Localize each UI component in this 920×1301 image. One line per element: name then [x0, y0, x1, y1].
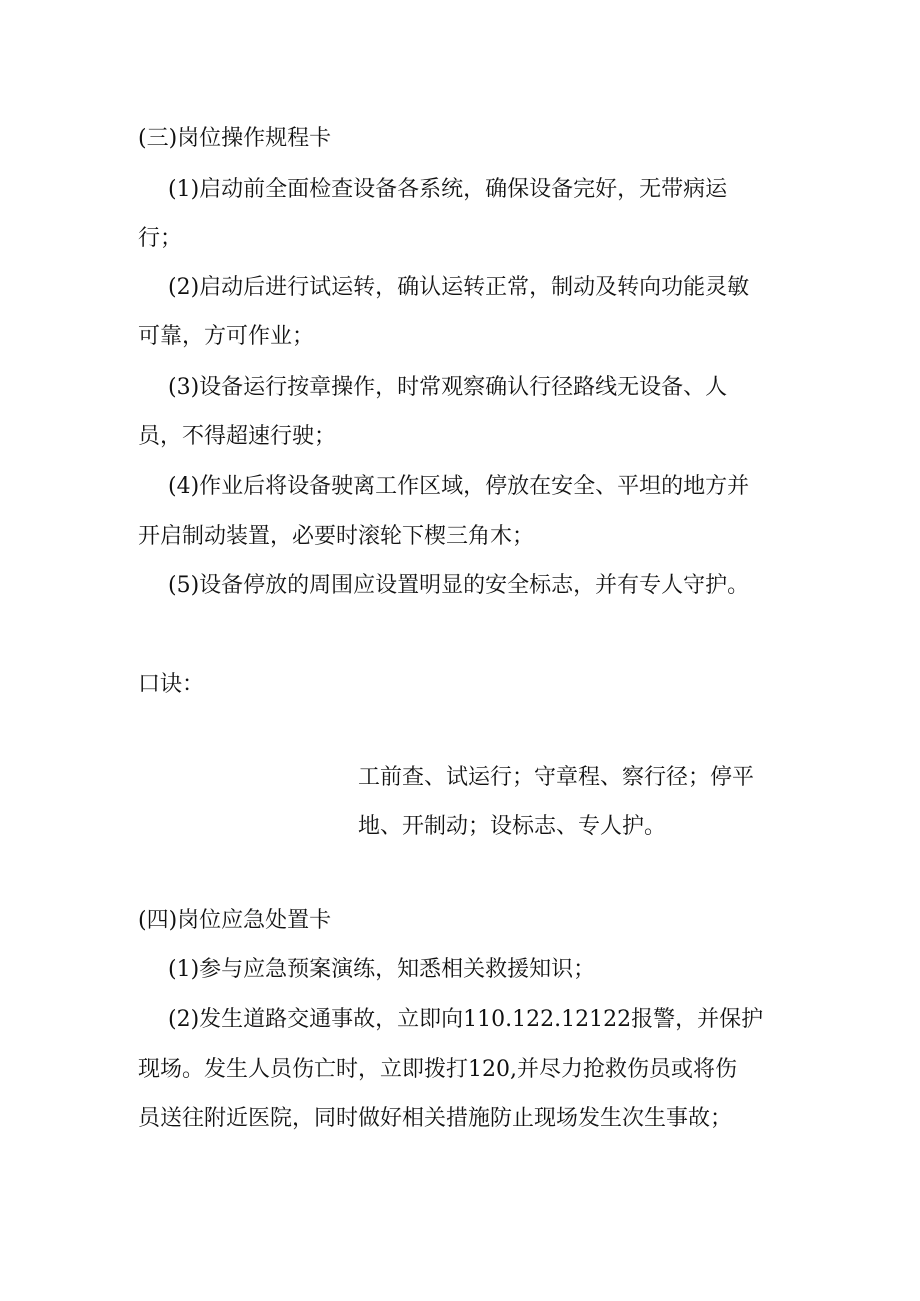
section3-item2-line1: (2)启动后进行试运转，确认运转正常，制动及转向功能灵敏 [168, 275, 750, 300]
section4-item2-line3: 员送往附近医院，同时做好相关措施防止现场发生次生事故； [138, 1106, 733, 1131]
section3-item4-line1: (4)作业后将设备驶离工作区域，停放在安全、平坦的地方并 [168, 474, 750, 499]
section3-item3-line1: (3)设备运行按章操作，时常观察确认行径路线无设备、人 [168, 375, 728, 400]
mnemonic-line1: 工前查、试运行；守章程、察行径；停平 [358, 765, 755, 790]
section3-item3-line2: 员，不得超速行驶； [138, 424, 337, 449]
section3-item5-line1: (5)设备停放的周围应设置明显的安全标志，并有专人守护。 [168, 573, 750, 598]
section3-item4-line2: 开启制动装置，必要时滚轮下楔三角木； [138, 524, 535, 549]
section4-item2-line2: 现场。发生人员伤亡时，立即拨打120,并尽力抢救伤员或将伤 [138, 1057, 737, 1082]
mnemonic-line2: 地、开制动；设标志、专人护。 [358, 814, 667, 839]
section3-item1-line2: 行； [138, 226, 183, 251]
mnemonic-label: 口诀： [138, 672, 205, 697]
section3-item2-line2: 可靠，方可作业； [138, 324, 315, 349]
section4-item2-line1: (2)发生道路交通事故，立即向110.122.12122报警，并保护 [168, 1007, 764, 1032]
section4-heading: (四)岗位应急处置卡 [138, 908, 332, 933]
section3-item1-line1: (1)启动前全面检查设备各系统，确保设备完好，无带病运 [168, 177, 728, 202]
section4-item1-line1: (1)参与应急预案演练，知悉相关救援知识； [168, 957, 596, 982]
section3-heading: (三)岗位操作规程卡 [138, 126, 332, 151]
